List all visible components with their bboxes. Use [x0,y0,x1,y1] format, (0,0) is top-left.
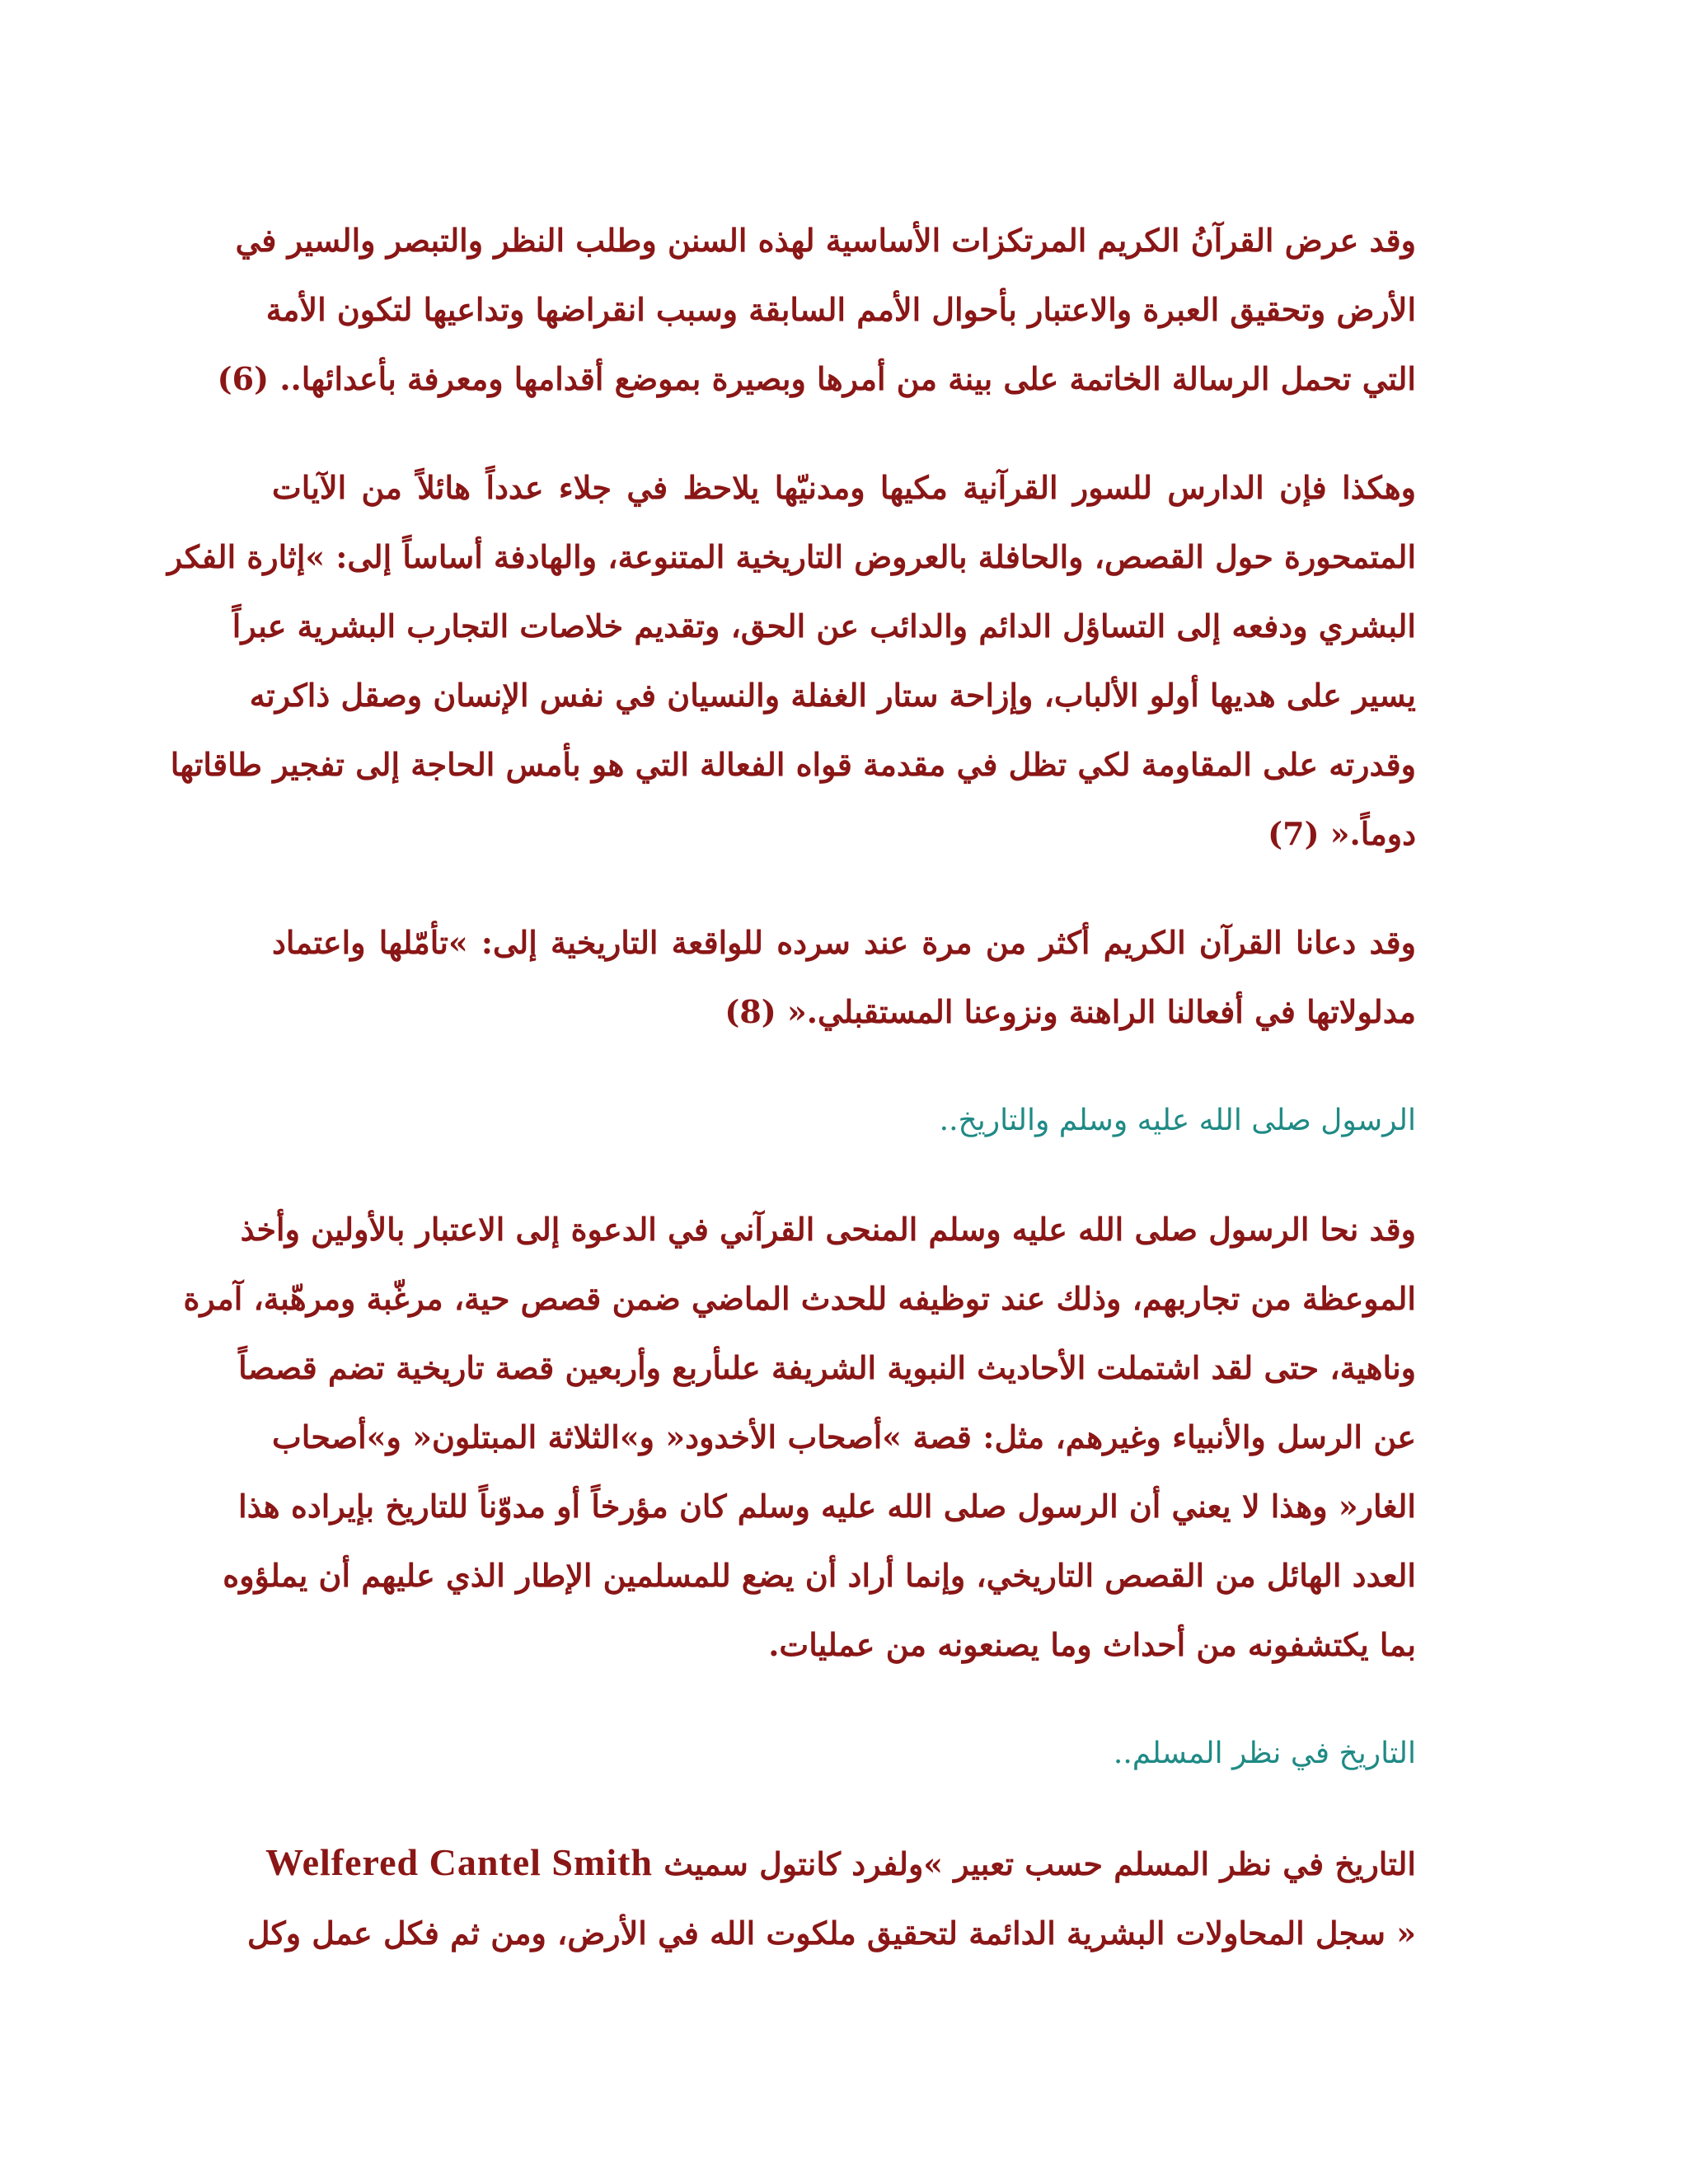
text-line [265,1828,1416,1899]
paragraph-3 [272,908,1416,1047]
text-line: المتمحورة حول القصص، والحافلة بالعروض التاريخية المتنوعة، والهادفة أساساً إلى: »إثارة الفكر [166,538,1416,575]
text-line: وقدرته على المقاومة لكي تظل في مقدمة قواه الفعالة التي هو بأمس الحاجة إلى تفجير طاقاتها [170,746,1416,783]
text-line: وناهية، حتى لقد اشتملت الأحاديث النبوية الشريفة علىأربع وأربعين قصة تاريخية تضم قصصاً [238,1349,1416,1386]
text-line: الموعظة من تجاربهم، وذلك عند توظيفه للحدث الماضي ضمن قصص حية، مرغّبة ومرهّبة، آمرة [183,1280,1416,1317]
author-latin-name: Welfered Cantel Smith [265,1841,654,1883]
text-line: التي تحمل الرسالة الخاتمة على بينة من أمرها وبصيرة بموضع أقدامها ومعرفة بأعدائها.. (6) [217,360,1416,397]
text-line: الغار« وهذا لا يعني أن الرسول صلى الله عليه وسلم كان مؤرخاً أو مدوّناً للتاريخ بإيراده هذا [238,1488,1416,1525]
section-heading-prophet-and-history: الرسول صلى الله عليه وسلم والتاريخ.. [939,1104,1416,1137]
text-line: دوماً.« (7) [1268,815,1416,852]
paragraph-4 [183,1195,1416,1680]
paragraph-1 [217,206,1416,414]
text-line: العدد الهائل من القصص التاريخي، وإنما أراد أن يضع للمسلمين الإطار الذي عليهم أن يملؤوه [223,1557,1416,1594]
text-line: وقد نحا الرسول صلى الله عليه وسلم المنحى القرآني في الدعوة إلى الاعتبار بالأولين وأخذ [240,1211,1416,1248]
text-line: « سجل المحاولات البشرية الدائمة لتحقيق ملكوت الله في الأرض، ومن ثم فكل عمل وكل [246,1915,1416,1952]
text-line: وقد دعانا القرآن الكريم أكثر من مرة عند سرده للواقعة التاريخية إلى: »تأمّلها واعتماد [272,924,1416,961]
document-page [166,206,1416,2008]
section-heading-history-muslim-view: التاريخ في نظر المسلم.. [1113,1736,1416,1770]
text-line: بما يكتشفونه من أحداث وما يصنعونه من عمليات. [768,1626,1416,1663]
text-line: يسير على هديها أولو الألباب، وإزاحة ستار الغفلة والنسيان في نفس الإنسان وصقل ذاكرته [249,677,1416,714]
paragraph-2 [166,453,1416,869]
quote-intro-text: التاريخ في نظر المسلم حسب تعبير »ولفرد كانتول سميث [663,1845,1416,1882]
text-line: الأرض وتحقيق العبرة والاعتبار بأحوال الأمم السابقة وسبب انقراضها وتداعيها لتكون الأمة [265,291,1416,328]
text-line: وهكذا فإن الدارس للسور القرآنية مكيها ومدنيّها يلاحظ في جلاء عدداً هائلاً من الآيات [272,469,1416,506]
text-line: وقد عرض القرآنُ الكريم المرتكزات الأساسية لهذه السنن وطلب النظر والتبصر والسير في [235,222,1416,259]
paragraph-5 [246,1828,1416,1968]
text-line: مدلولاتها في أفعالنا الراهنة ونزوعنا المستقبلي.« (8) [724,993,1416,1030]
text-line: البشري ودفعه إلى التساؤل الدائم والدائب عن الحق، وتقديم خلاصات التجارب البشرية عبراً [232,607,1416,644]
text-line: عن الرسل والأنبياء وغيرهم، مثل: قصة »أصحاب الأخدود« و»الثلاثة المبتلون« و»أصحاب [272,1418,1416,1455]
